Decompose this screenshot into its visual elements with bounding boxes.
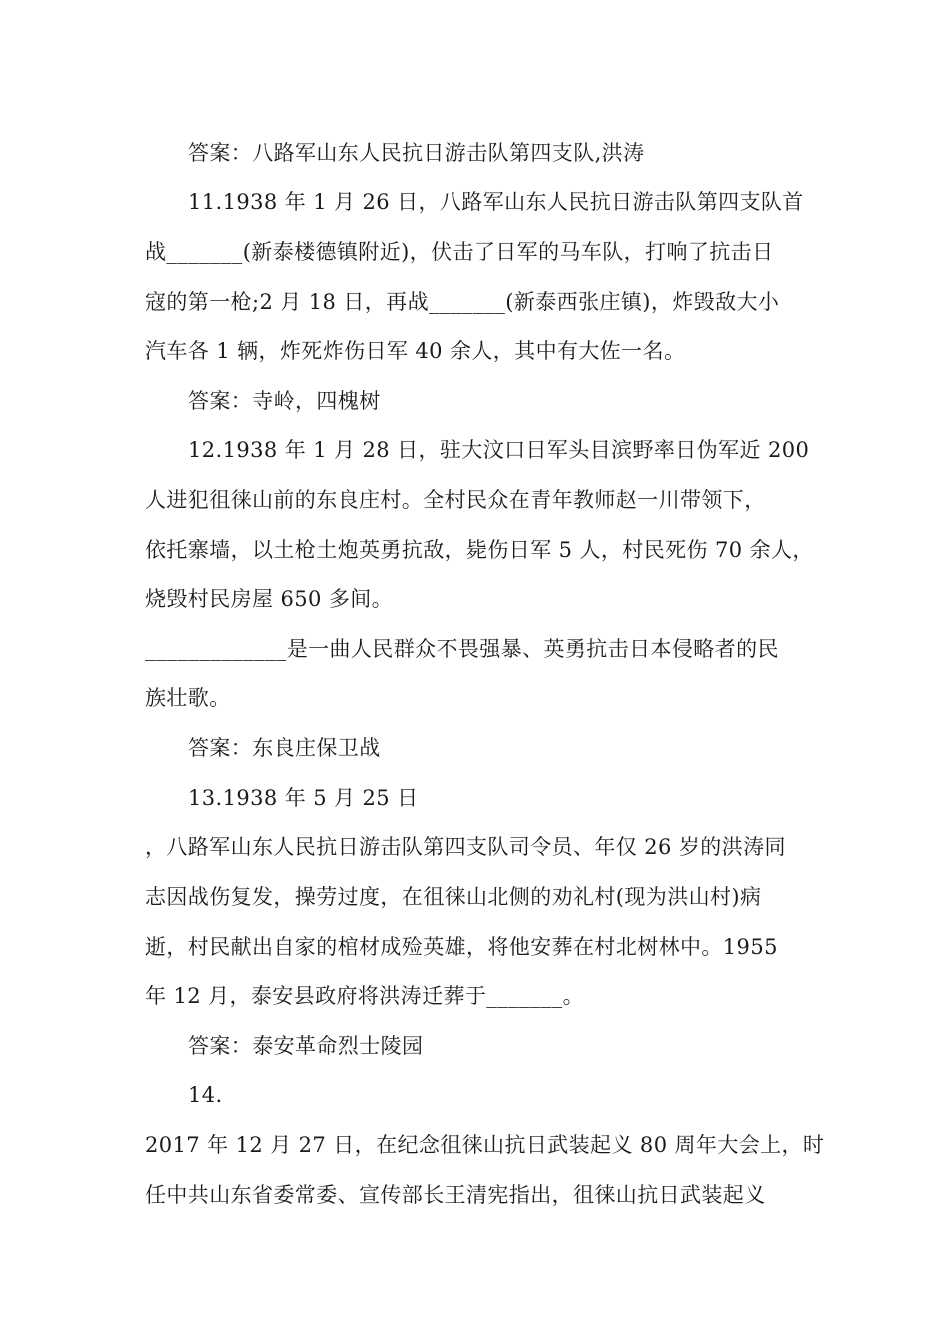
question-12-line-2: 人进犯徂徕山前的东良庄村。全村民众在青年教师赵一川带领下，	[145, 488, 766, 512]
question-14-line-1: 2017 年 12 月 27 日，在纪念徂徕山抗日武装起义 80 周年大会上，时	[145, 1133, 825, 1157]
question-13-line-5: 年 12 月，泰安县政府将洪涛迁葬于_______。	[145, 984, 584, 1008]
question-13-line-2: ，八路军山东人民抗日游击队第四支队司令员、年仅 26 岁的洪涛同	[145, 835, 786, 859]
question-11-line-4: 汽车各 1 辆，炸死炸伤日军 40 余人，其中有大佐一名。	[145, 339, 686, 363]
question-13-line-4: 逝，村民献出自家的棺材成殓英雄，将他安葬在村北树林中。1955	[145, 935, 778, 959]
question-14-line-2: 任中共山东省委常委、宣传部长王清宪指出，徂徕山抗日武装起义	[145, 1183, 766, 1207]
question-11-line-1: 11.1938 年 1 月 26 日，八路军山东人民抗日游击队第四支队首	[188, 190, 804, 214]
question-13-line-1: 13.1938 年 5 月 25 日	[188, 786, 419, 810]
answer-line-13: 答案：泰安革命烈士陵园	[188, 1034, 424, 1058]
question-12-line-4: 烧毁村民房屋 650 多间。	[145, 587, 394, 611]
question-12-line-1: 12.1938 年 1 月 28 日，驻大汶口日军头目滨野率日伪军近 200	[188, 438, 810, 462]
question-13-line-3: 志因战伤复发，操劳过度，在徂徕山北侧的劝礼村(现为洪山村)病	[145, 885, 762, 909]
answer-line-12: 答案：东良庄保卫战	[188, 736, 381, 760]
answer-line-10: 答案：八路军山东人民抗日游击队第四支队,洪涛	[188, 141, 645, 165]
answer-line-11: 答案：寺岭，四槐树	[188, 389, 381, 413]
question-11-line-2: 战_______(新泰楼德镇附近)，伏击了日军的马车队，打响了抗击日	[145, 240, 774, 264]
question-12-line-5: _____________是一曲人民群众不畏强暴、英勇抗击日本侵略者的民	[145, 637, 779, 661]
question-12-line-6: 族壮歌。	[145, 686, 231, 710]
question-14-number: 14.	[188, 1083, 223, 1107]
question-12-line-3: 依托寨墙，以土枪土炮英勇抗敌，毙伤日军 5 人，村民死伤 70 余人，	[145, 538, 814, 562]
question-11-line-3: 寇的第一枪;2 月 18 日，再战_______(新泰西张庄镇)，炸毁敌大小	[145, 290, 780, 314]
